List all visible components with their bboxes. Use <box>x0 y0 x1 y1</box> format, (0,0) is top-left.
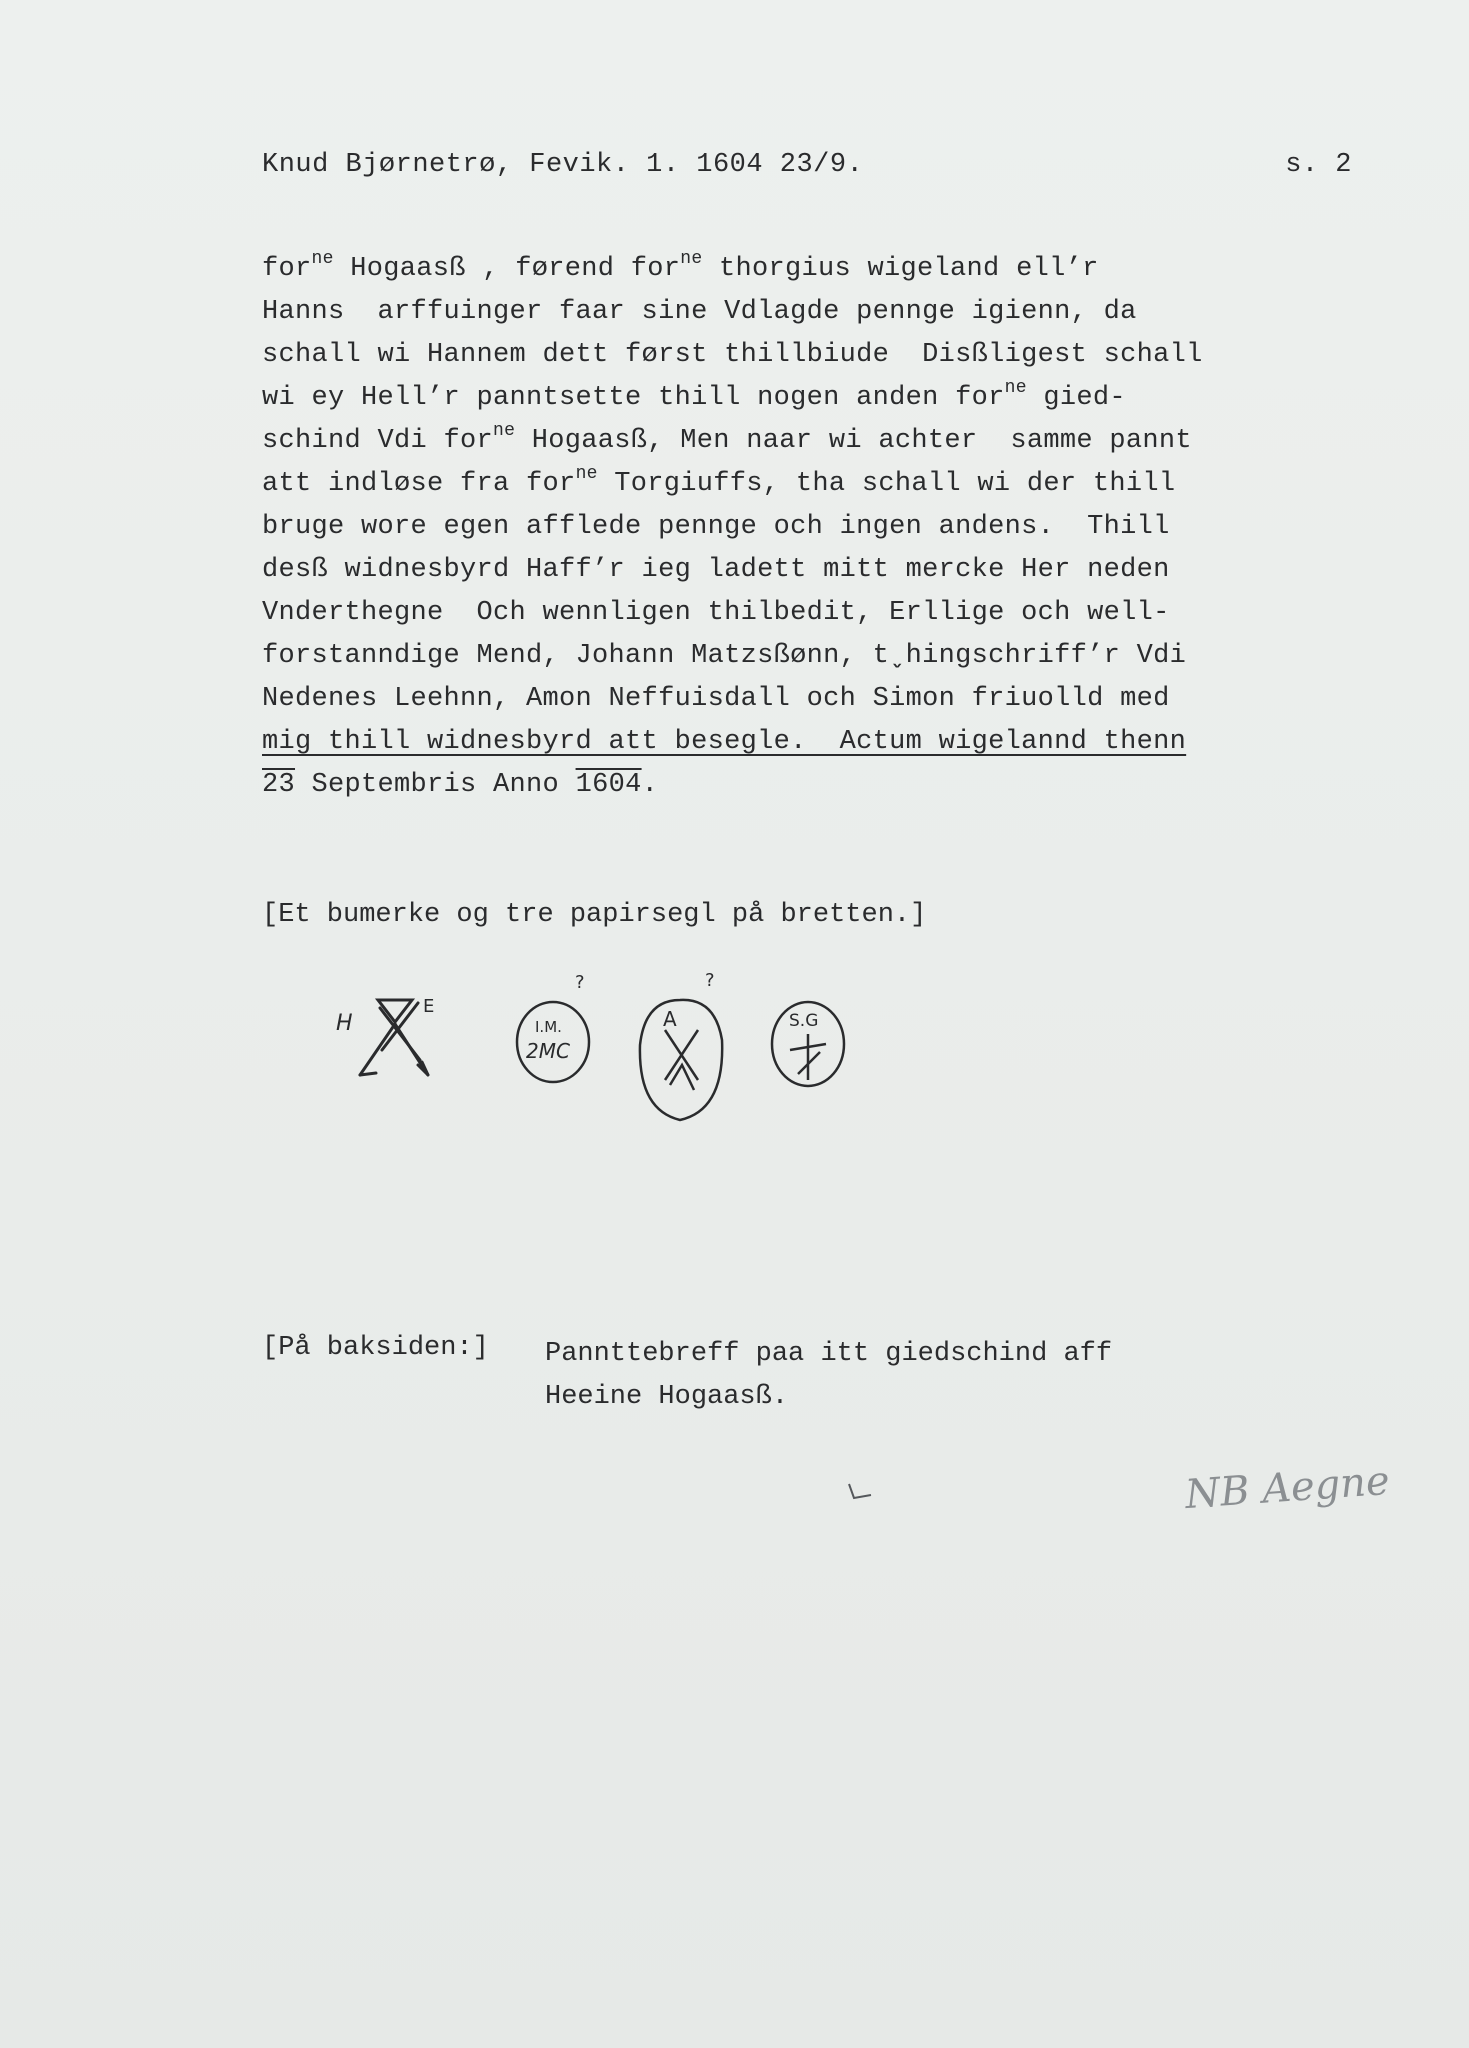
date-day: 23 <box>262 770 296 800</box>
check-mark <box>845 1480 875 1505</box>
text-line: mig thill widnesbyrd att besegle. Actum wigelannd thenn <box>262 727 1187 757</box>
date-year: 1604 <box>575 770 642 800</box>
text-line: wi ey Hell’r panntsette thill nogen anden for$^{ne}$ gied- <box>262 378 1126 413</box>
text-line: 23 Septembris Anno 1604. <box>262 770 659 800</box>
text-line: Nedenes Leehnn, Amon Neffuisdall och Simon friuolld med <box>262 684 1170 714</box>
bumerke-mark <box>360 1000 428 1075</box>
seal-1-question: ? <box>575 972 585 993</box>
seal-2-question: ? <box>705 970 715 991</box>
bumerke-letter-h: H <box>336 1011 353 1036</box>
text-line: bruge wore egen afflede pennge och ingen andens. Thill <box>262 512 1170 542</box>
text-line: forstanndige Mend, Johann Matzsßønn, tˬhingschriff’r Vdi <box>262 641 1187 671</box>
bumerke-letter-e: E <box>423 996 435 1017</box>
handwritten-note: NB Aegne <box>1183 1457 1392 1519</box>
back-side-text <box>545 1333 1112 1419</box>
page-number: s. 2 <box>1285 150 1352 180</box>
text-line: for$^{ne}$ Hogaasß , førend for$^{ne}$ thorgius wigeland ell’r <box>262 249 1099 284</box>
transcription-body <box>262 248 1302 807</box>
seal-note: [Et bumerke og tre papirsegl på bretten.] <box>262 900 927 930</box>
text-line: Hanns arffuinger faar sine Vdlagde pennge igienn, da <box>262 297 1137 327</box>
back-line-2: Heeine Hogaasß. <box>545 1382 789 1412</box>
text-line: desß widnesbyrd Haff’r ieg ladett mitt mercke Her neden <box>262 555 1170 585</box>
text-line: schall wi Hannem dett først thillbiude Disßligest schall <box>262 340 1203 370</box>
text-line: Vnderthegne Och wennligen thilbedit, Erllige och well- <box>262 598 1170 628</box>
seal-2 <box>640 1000 722 1120</box>
seal-1-mark: 2MC <box>526 1039 570 1063</box>
back-side-label: [På baksiden:] <box>262 1333 489 1363</box>
text-line: schind Vdi for$^{ne}$ Hogaasß, Men naar wi achter samme pannt <box>262 421 1192 456</box>
seal-2-initial: A <box>663 1007 677 1031</box>
seal-1-initials: I.M. <box>535 1018 562 1036</box>
seals-drawing <box>320 970 880 1130</box>
seal-3-initials: S.G <box>789 1011 819 1031</box>
header-title: Knud Bjørnetrø, Fevik. 1. 1604 23/9. <box>262 150 864 180</box>
back-line-1: Pannttebreff paa itt giedschind aff <box>545 1339 1113 1369</box>
text-line: att indløse fra for$^{ne}$ Torgiuffs, tha schall wi der thill <box>262 464 1176 499</box>
